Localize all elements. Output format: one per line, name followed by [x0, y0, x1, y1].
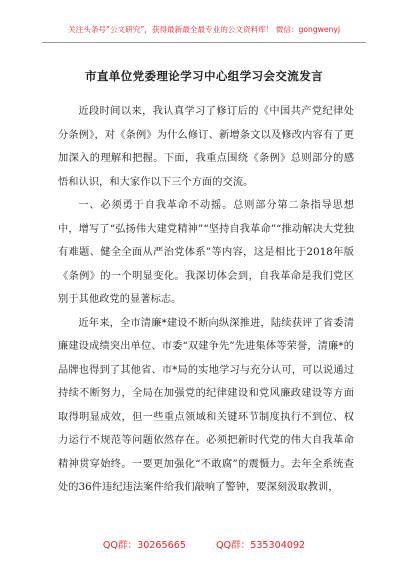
header-promo-text: 关注头条号“公文研究”，获得最新最全最专业的公文资料库！ 微信：gongwenyj	[68, 25, 340, 34]
qq-group-1: QQ群：30265665	[102, 540, 186, 551]
qq-group-2: QQ群：535304092	[215, 540, 306, 551]
paragraph-recent-years: 近年来，全市清廉*建设不断向纵深推进，陆续获评了省委清廉建设成绩突出单位、市委“双建争先”先进集体等荣誉，清廉*的品牌也得到了其他省、市*局的实地学习与充分认可，可以说通过持续不断努力，全局在加强党的纪律建设和党风廉政建设等方面取得明显成效，但一些重点领域和关键环节制度执行不到位、权力运行不规范等问题依然存在。必须把新时代党的伟大自我革命精神贯穿始终。一要更加强化“不敢腐”的震慑力。去年全系统查处的36件违纪违法案件给我们敲响了警钟，要深刻汲取教训，	[58, 317, 354, 493]
document-body	[58, 100, 354, 500]
paragraph-intro: 近段时间以来，我认真学习了修订后的《中国共产党纪律处分条例》，对《条例》为什么修订、新增条文以及修改内容有了更加深入的理解和把握。下面，我重点围绕《条例》总则部分的感悟和认识，和大家作以下三个方面的交流。	[58, 106, 354, 188]
document-title: 市直单位党委理论学习中心组学习会交流发言	[85, 69, 323, 83]
footer-qq-groups	[0, 537, 408, 551]
header-divider	[42, 42, 366, 43]
paragraph-self-revolution: 一、必须勇于自我革命不动摇。总则部分第二条指导思想中，增写了“弘扬伟大建党精神”“坚持自我革命”“推动解决大党独有难题、健全全面从严治党体系”等内容，这是相比于2018年版《条例》的一个明显变化。我深切体会到，自我革命是我们党区别于其他政党的显著标志。	[58, 200, 354, 305]
